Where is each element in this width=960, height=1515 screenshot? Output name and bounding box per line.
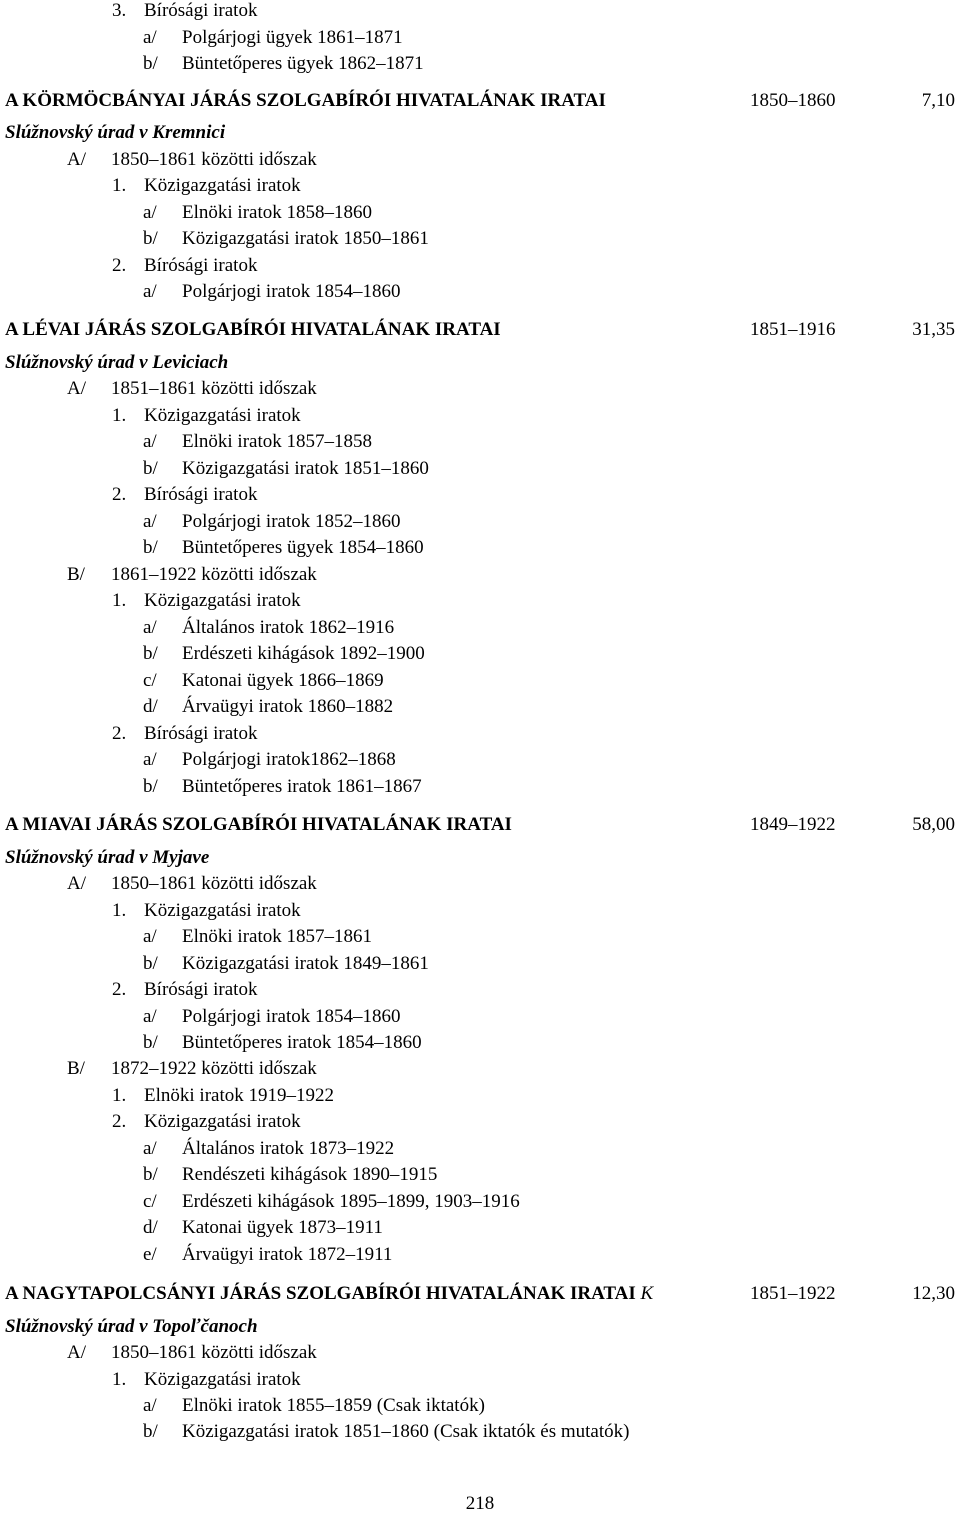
outline-item-text: Polgárjogi iratok1862–1868 bbox=[182, 749, 396, 770]
outline-item-label: a/ bbox=[143, 281, 157, 302]
outline-item-label: d/ bbox=[143, 696, 158, 717]
outline-item-label: b/ bbox=[143, 953, 158, 974]
section-subtitle: Slúžnovský úrad v Topoľčanoch bbox=[5, 1316, 258, 1337]
outline-item-label: b/ bbox=[143, 53, 158, 74]
outline-item-text: 1851–1861 közötti időszak bbox=[111, 378, 317, 399]
section-title-suffix: K bbox=[640, 1283, 654, 1304]
outline-item-label: 1. bbox=[112, 1369, 127, 1390]
section-title-text: A NAGYTAPOLCSÁNYI JÁRÁS SZOLGABÍRÓI HIVATALÁNAK IRATAI bbox=[5, 1283, 636, 1304]
outline-item-text: Elnöki iratok 1858–1860 bbox=[182, 202, 372, 223]
outline-item-label: a/ bbox=[143, 431, 157, 452]
outline-item-text: Katonai ügyek 1873–1911 bbox=[182, 1217, 383, 1238]
outline-item-label: 3. bbox=[112, 0, 127, 21]
outline-item-text: Bírósági iratok bbox=[144, 255, 258, 276]
outline-item-label: b/ bbox=[143, 643, 158, 664]
outline-item-text: Bírósági iratok bbox=[144, 0, 258, 21]
outline-item-text: Rendészeti kihágások 1890–1915 bbox=[182, 1164, 438, 1185]
outline-item-text: 1850–1861 közötti időszak bbox=[111, 873, 317, 894]
section-dates: 1850–1860 bbox=[750, 90, 836, 111]
outline-item-label: A/ bbox=[67, 149, 86, 170]
outline-item-label: a/ bbox=[143, 749, 157, 770]
outline-item-label: 1. bbox=[112, 1085, 127, 1106]
outline-item-text: Közigazgatási iratok bbox=[144, 1111, 301, 1132]
outline-item-text: Közigazgatási iratok 1851–1860 (Csak iktatók és mutatók) bbox=[182, 1421, 630, 1442]
section-heading bbox=[5, 319, 955, 341]
section-title-text: A KÖRMÖCBÁNYAI JÁRÁS SZOLGABÍRÓI HIVATALÁNAK IRATAI bbox=[5, 90, 606, 111]
section-subtitle: Slúžnovský úrad v Kremnici bbox=[5, 122, 226, 143]
outline-item-text: Közigazgatási iratok bbox=[144, 405, 301, 426]
outline-item-label: 1. bbox=[112, 405, 127, 426]
outline-item-text: Büntetőperes iratok 1854–1860 bbox=[182, 1032, 422, 1053]
outline-item-label: b/ bbox=[143, 776, 158, 797]
outline-item-label: b/ bbox=[143, 458, 158, 479]
outline-item-text: Árvaügyi iratok 1860–1882 bbox=[182, 696, 394, 717]
section-title bbox=[5, 814, 512, 836]
outline-item-text: Erdészeti kihágások 1895–1899, 1903–1916 bbox=[182, 1191, 520, 1212]
outline-item-text: Katonai ügyek 1866–1869 bbox=[182, 670, 384, 691]
outline-item-text: Általános iratok 1862–1916 bbox=[182, 617, 395, 638]
outline-item-label: b/ bbox=[143, 1164, 158, 1185]
outline-item-label: a/ bbox=[143, 1395, 157, 1416]
outline-item-text: Közigazgatási iratok bbox=[144, 175, 301, 196]
section-title bbox=[5, 90, 606, 112]
outline-item-text: Bírósági iratok bbox=[144, 723, 258, 744]
outline-item-label: A/ bbox=[67, 378, 86, 399]
outline-item-label: 2. bbox=[112, 1111, 127, 1132]
section-title bbox=[5, 319, 501, 341]
outline-item-label: b/ bbox=[143, 537, 158, 558]
outline-item-text: Büntetőperes ügyek 1862–1871 bbox=[182, 53, 424, 74]
outline-item-label: 1. bbox=[112, 175, 127, 196]
outline-item-text: Elnöki iratok 1855–1859 (Csak iktatók) bbox=[182, 1395, 485, 1416]
section-subtitle: Slúžnovský úrad v Myjave bbox=[5, 847, 210, 868]
section-title-text: A MIAVAI JÁRÁS SZOLGABÍRÓI HIVATALÁNAK IRATAI bbox=[5, 814, 512, 835]
outline-item-text: Elnöki iratok 1857–1861 bbox=[182, 926, 372, 947]
outline-item-text: Büntetőperes iratok 1861–1867 bbox=[182, 776, 422, 797]
outline-item-label: 1. bbox=[112, 900, 127, 921]
section-heading bbox=[5, 90, 955, 112]
outline-item-label: b/ bbox=[143, 228, 158, 249]
outline-item-text: Általános iratok 1873–1922 bbox=[182, 1138, 395, 1159]
outline-item-text: Polgárjogi iratok 1852–1860 bbox=[182, 511, 401, 532]
outline-item-label: b/ bbox=[143, 1032, 158, 1053]
outline-item-label: 2. bbox=[112, 723, 127, 744]
outline-item-label: c/ bbox=[143, 670, 157, 691]
outline-item-text: Közigazgatási iratok 1849–1861 bbox=[182, 953, 429, 974]
outline-item-text: Bírósági iratok bbox=[144, 979, 258, 1000]
outline-item-text: Árvaügyi iratok 1872–1911 bbox=[182, 1244, 393, 1265]
outline-item-label: 2. bbox=[112, 979, 127, 1000]
outline-item-text: Polgárjogi iratok 1854–1860 bbox=[182, 1006, 401, 1027]
outline-item-text: Elnöki iratok 1919–1922 bbox=[144, 1085, 334, 1106]
outline-item-text: Közigazgatási iratok 1850–1861 bbox=[182, 228, 429, 249]
outline-item-label: a/ bbox=[143, 926, 157, 947]
outline-item-label: d/ bbox=[143, 1217, 158, 1238]
section-title-text: A LÉVAI JÁRÁS SZOLGABÍRÓI HIVATALÁNAK IRATAI bbox=[5, 319, 501, 340]
outline-item-text: Büntetőperes ügyek 1854–1860 bbox=[182, 537, 424, 558]
page-number: 218 bbox=[465, 1493, 495, 1514]
outline-item-text: 1850–1861 közötti időszak bbox=[111, 1342, 317, 1363]
section-title bbox=[5, 1283, 653, 1305]
section-subtitle: Slúžnovský úrad v Leviciach bbox=[5, 352, 229, 373]
outline-item-text: Erdészeti kihágások 1892–1900 bbox=[182, 643, 425, 664]
outline-item-text: Közigazgatási iratok bbox=[144, 1369, 301, 1390]
outline-item-label: A/ bbox=[67, 873, 86, 894]
outline-item-label: 2. bbox=[112, 255, 127, 276]
outline-item-label: e/ bbox=[143, 1244, 157, 1265]
outline-item-text: Polgárjogi iratok 1854–1860 bbox=[182, 281, 401, 302]
outline-item-label: A/ bbox=[67, 1342, 86, 1363]
section-heading bbox=[5, 1283, 955, 1305]
outline-item-label: a/ bbox=[143, 202, 157, 223]
outline-item-text: Bírósági iratok bbox=[144, 484, 258, 505]
outline-item-label: 1. bbox=[112, 590, 127, 611]
outline-item-text: 1850–1861 közötti időszak bbox=[111, 149, 317, 170]
section-dates: 1849–1922 bbox=[750, 814, 836, 835]
outline-item-text: Közigazgatási iratok bbox=[144, 590, 301, 611]
section-dates: 1851–1922 bbox=[750, 1283, 836, 1304]
section-size: 7,10 bbox=[921, 90, 955, 111]
outline-item-label: B/ bbox=[67, 564, 85, 585]
outline-item-label: 2. bbox=[112, 484, 127, 505]
outline-item-label: a/ bbox=[143, 511, 157, 532]
outline-item-label: a/ bbox=[143, 1006, 157, 1027]
outline-item-text: 1872–1922 közötti időszak bbox=[111, 1058, 317, 1079]
outline-item-label: b/ bbox=[143, 1421, 158, 1442]
outline-item-text: Közigazgatási iratok bbox=[144, 900, 301, 921]
outline-item-label: c/ bbox=[143, 1191, 157, 1212]
outline-item-text: 1861–1922 közötti időszak bbox=[111, 564, 317, 585]
outline-item-label: a/ bbox=[143, 27, 157, 48]
outline-item-label: B/ bbox=[67, 1058, 85, 1079]
section-size: 12,30 bbox=[912, 1283, 955, 1304]
section-dates: 1851–1916 bbox=[750, 319, 836, 340]
section-size: 31,35 bbox=[912, 319, 955, 340]
section-size: 58,00 bbox=[912, 814, 955, 835]
outline-item-text: Elnöki iratok 1857–1858 bbox=[182, 431, 372, 452]
outline-item-text: Közigazgatási iratok 1851–1860 bbox=[182, 458, 429, 479]
outline-item-label: a/ bbox=[143, 1138, 157, 1159]
outline-item-label: a/ bbox=[143, 617, 157, 638]
section-heading bbox=[5, 814, 955, 836]
outline-item-text: Polgárjogi ügyek 1861–1871 bbox=[182, 27, 403, 48]
